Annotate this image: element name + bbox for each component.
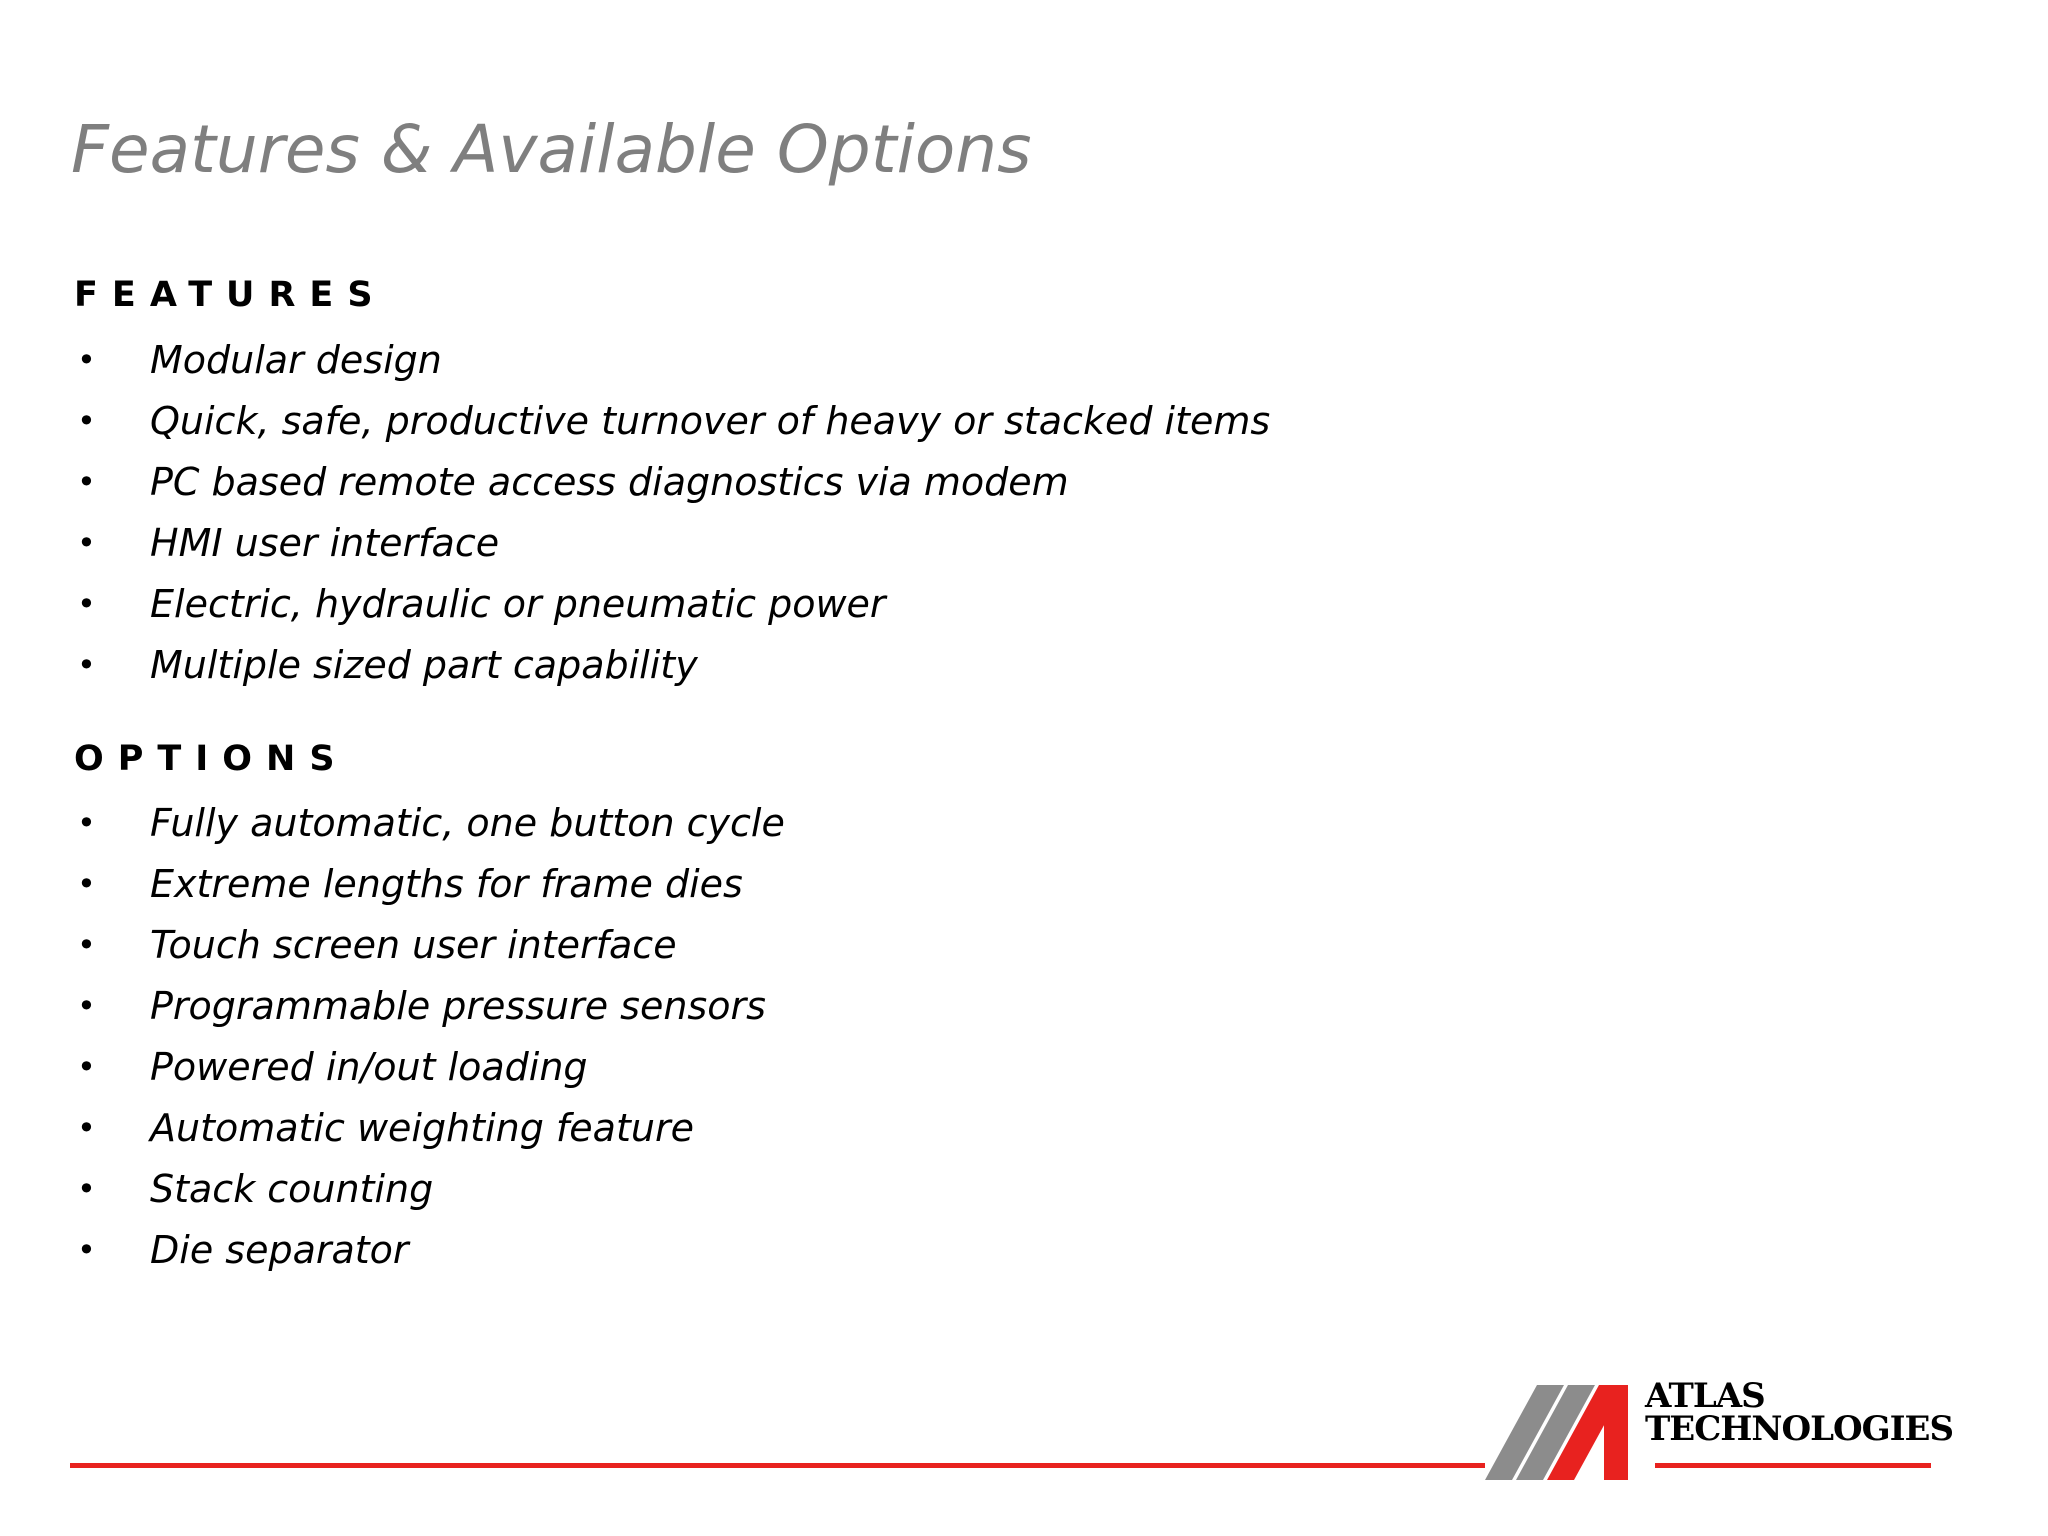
list-item-text: PC based remote access diagnostics via modem [150, 460, 1069, 504]
list-item [74, 452, 1270, 513]
list-item [74, 854, 785, 915]
bullet-icon: • [77, 463, 96, 501]
list-item [74, 1220, 785, 1281]
list-item-text: Electric, hydraulic or pneumatic power [150, 582, 886, 626]
list-item [74, 1159, 785, 1220]
list-item-text: Powered in/out loading [150, 1045, 588, 1089]
list-item [74, 915, 785, 976]
bullet-icon: • [77, 804, 96, 842]
list-item-text: Fully automatic, one button cycle [150, 801, 785, 845]
options-heading: OPTIONS [74, 739, 349, 779]
list-item-text: Die separator [150, 1228, 409, 1272]
list-item [74, 513, 1270, 574]
list-item-text: Multiple sized part capability [150, 643, 698, 687]
logo-red-column [1604, 1385, 1628, 1480]
options-list [74, 793, 785, 1281]
list-item-text: Touch screen user interface [150, 923, 677, 967]
bullet-icon: • [77, 1170, 96, 1208]
bullet-icon: • [77, 865, 96, 903]
bullet-icon: • [77, 1048, 96, 1086]
list-item [74, 1098, 785, 1159]
slide-title: Features & Available Options [71, 111, 1032, 188]
bullet-icon: • [77, 1231, 96, 1269]
features-list [74, 330, 1270, 696]
list-item [74, 793, 785, 854]
bullet-icon: • [77, 987, 96, 1025]
list-item [74, 391, 1270, 452]
list-item [74, 330, 1270, 391]
list-item-text: Extreme lengths for frame dies [150, 862, 743, 906]
list-item [74, 976, 785, 1037]
bullet-icon: • [77, 1109, 96, 1147]
features-heading: FEATURES [74, 275, 387, 315]
list-item-text: HMI user interface [150, 521, 500, 565]
list-item-text: Programmable pressure sensors [150, 984, 766, 1028]
bullet-icon: • [77, 341, 96, 379]
logo-text-technologies: TECHNOLOGIES [1645, 1409, 1954, 1449]
bullet-icon: • [77, 926, 96, 964]
list-item [74, 1037, 785, 1098]
list-item-text: Modular design [150, 338, 442, 382]
bullet-icon: • [77, 646, 96, 684]
list-item-text: Stack counting [150, 1167, 434, 1211]
bullet-icon: • [77, 585, 96, 623]
list-item [74, 574, 1270, 635]
footer-accent-line-right [1655, 1463, 1931, 1468]
logo-text-atlas: ATLAS [1645, 1376, 1765, 1416]
bullet-icon: • [77, 402, 96, 440]
list-item-text: Automatic weighting feature [150, 1106, 694, 1150]
footer-accent-line [70, 1463, 1485, 1468]
atlas-logo-mark-icon [1485, 1385, 1645, 1480]
list-item-text: Quick, safe, productive turnover of heavy or stacked items [150, 399, 1271, 443]
bullet-icon: • [77, 524, 96, 562]
list-item [74, 635, 1270, 696]
